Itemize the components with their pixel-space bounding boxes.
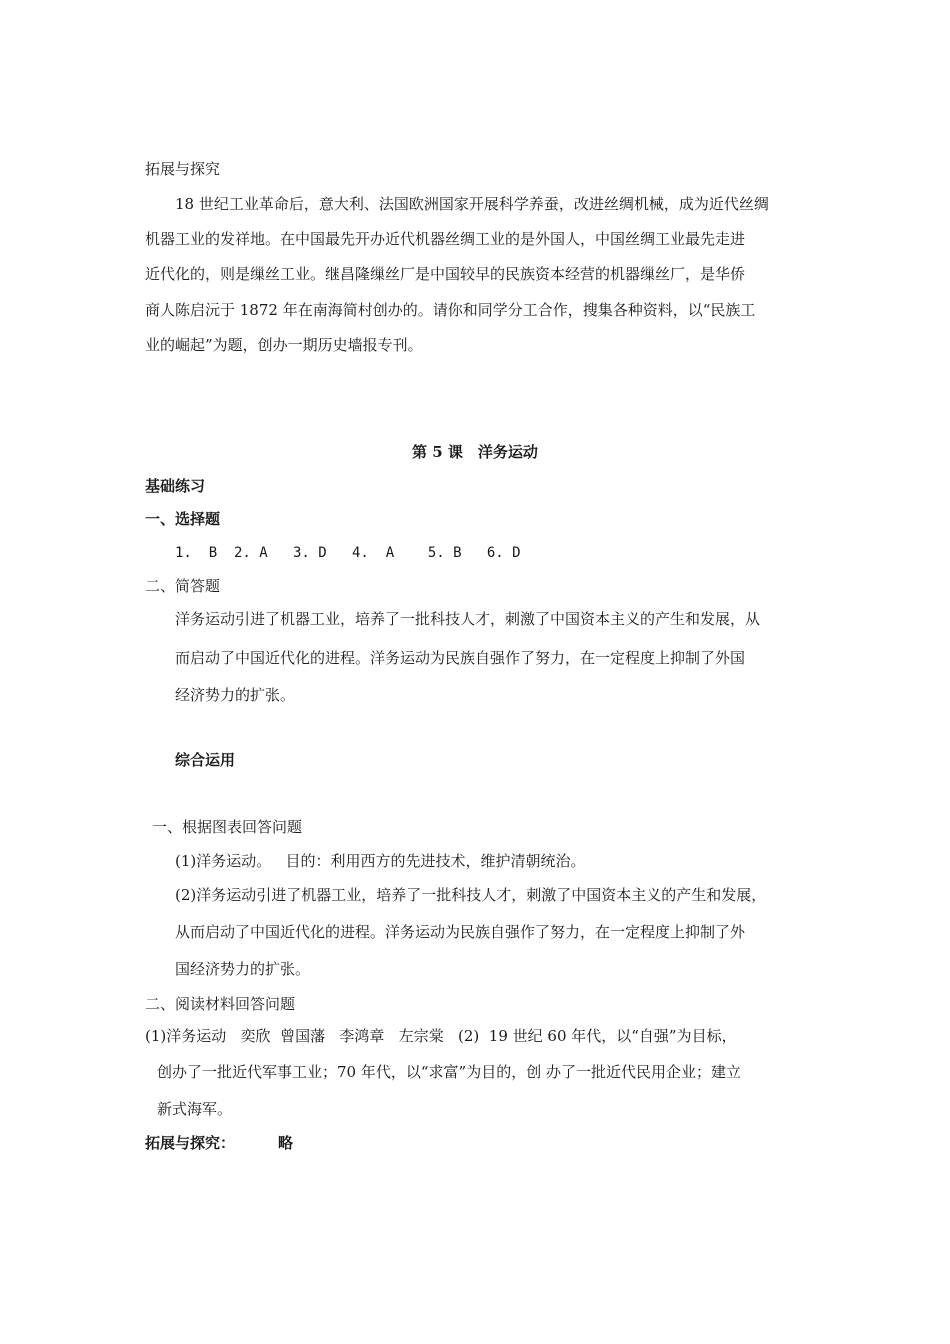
reading-answer-line: (1)洋务运动 奕欣 曾国藩 李鸿章 左宗棠 (2) 19 世纪 60 年代，以“自强”为目标， <box>145 1027 737 1045</box>
extension-label: 拓展与探究： <box>145 1134 236 1152</box>
short-answer-line: 经济势力的扩张。 <box>175 686 296 704</box>
chart-answer-2-line: (2)洋务运动引进了机器工业，培养了一批科技人才，刺激了中国资本主义的产生和发展， <box>175 886 767 904</box>
choice-heading: 一、选择题 <box>145 510 221 528</box>
chart-answer-2-line: 国经济势力的扩张。 <box>175 960 311 978</box>
chart-question-heading: 一、根据图表回答问题 <box>152 818 303 836</box>
comprehensive-heading: 综合运用 <box>175 751 236 769</box>
short-answer-line: 洋务运动引进了机器工业，培养了一批科技人才，刺激了中国资本主义的产生和发展，从 <box>175 610 761 628</box>
short-answer-line: 而启动了中国近代化的进程。洋务运动为民族自强作了努力，在一定程度上抑制了外国 <box>175 649 746 667</box>
reading-question-heading: 二、阅读材料回答问题 <box>145 995 296 1013</box>
chart-answer-1: (1)洋务运动。 目的：利用西方的先进技术，维护清朝统治。 <box>175 852 586 870</box>
short-answer-heading: 二、简答题 <box>145 577 221 595</box>
reading-answer-line: 创办了一批近代军事工业；70 年代，以“求富”为目的，创 办了一批近代民用企业；建立 <box>157 1063 741 1081</box>
paragraph-line: 近代化的，则是缫丝工业。继昌隆缫丝厂是中国较早的民族资本经营的机器缫丝厂，是华侨 <box>145 265 746 283</box>
paragraph-line: 业的崛起”为题，创办一期历史墙报专刊。 <box>145 336 423 354</box>
paragraph-line: 机器工业的发祥地。在中国最先开办近代机器丝绸工业的是外国人，中国丝绸工业最先走进 <box>145 230 746 248</box>
paragraph-line: 18 世纪工业革命后，意大利、法国欧洲国家开展科学养蚕，改进丝绸机械，成为近代丝绸 <box>175 195 769 213</box>
basic-practice-heading: 基础练习 <box>145 477 206 495</box>
chart-answer-2-line: 从而启动了中国近代化的进程。洋务运动为民族自强作了努力，在一定程度上抑制了外 <box>175 923 746 941</box>
lesson-title: 第 5 课 洋务运动 <box>412 443 538 461</box>
reading-answer-line: 新式海军。 <box>157 1100 233 1118</box>
extension-heading: 拓展与探究 <box>145 160 221 178</box>
paragraph-line: 商人陈启沅于 1872 年在南海简村创办的。请你和同学分工合作，搜集各种资料，以“民族工 <box>145 301 756 319</box>
extension-value: 略 <box>278 1134 294 1152</box>
choice-answers: 1. B 2. A 3. D 4. A 5. B 6. D <box>175 545 521 561</box>
